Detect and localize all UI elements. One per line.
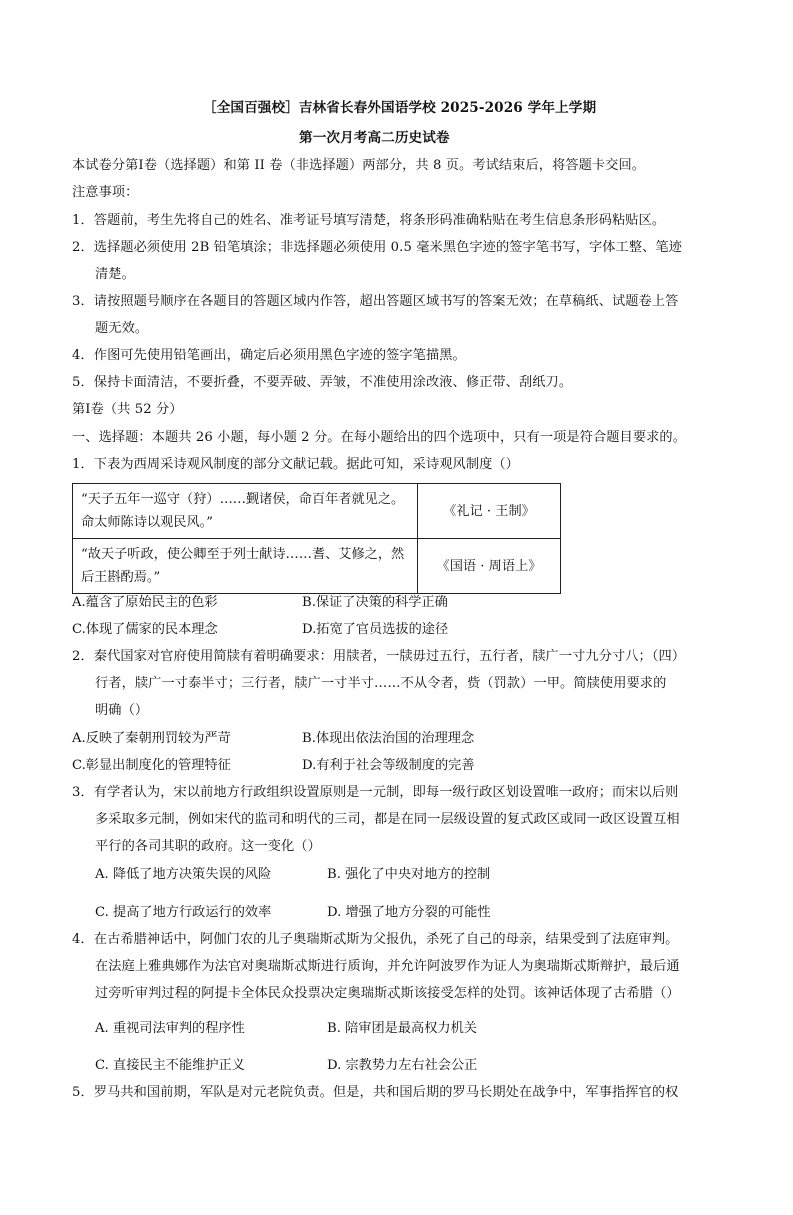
exam-title: ［全国百强校］吉林省长春外国语学校 2025-2026 学年上学期 <box>203 100 597 116</box>
intro-text: 本试卷分第Ⅰ卷（选择题）和第 II 卷（非选择题）两部分，共 8 页。考试结束后，将答题卡交回。 <box>72 158 646 173</box>
note-1: 1．答题前，考生先将自己的姓名、准考证号填写清楚，将条形码准确粘贴在考生信息条形码粘贴区。 <box>72 213 666 228</box>
question-5-line-1: 5．罗马共和国前期，军队是对元老院负责。但是，共和国后期的罗马长期处在战争中，军事指挥官的权 <box>72 1085 679 1100</box>
question-2-option-c: C.彰显出制度化的管理特征 <box>72 758 231 773</box>
question-2-line-1: 2．秦代国家对官府使用简牍有着明确要求：用牍者，一牍毋过五行，五行者，牍广一寸九分寸八；（四） <box>72 649 686 664</box>
question-2-line-2: 行者，牍广一寸泰半寸；三行者，牍广一寸半寸……不从令者，赀（罚款）一甲。简牍使用要求的 <box>95 676 667 691</box>
table-cell-source: 《礼记 · 王制》 <box>418 484 561 539</box>
question-1-option-c: C.体现了儒家的民本理念 <box>72 622 218 637</box>
question-4-option-c: C. 直接民主不能维护正义 <box>95 1058 245 1073</box>
question-4-option-a: A. 重视司法审判的程序性 <box>95 1021 245 1036</box>
note-3: 3．请按照题号顺序在各题目的答题区域内作答，超出答题区域书写的答案无效；在草稿纸、试题卷上答 <box>72 294 679 309</box>
note-5: 5．保持卡面清洁，不要折叠，不要弄破、弄皱，不准使用涂改液、修正带、刮纸刀。 <box>72 375 573 390</box>
question-1-source-table <box>72 483 561 594</box>
question-2-option-b: B.体现出依法治国的治理理念 <box>302 731 475 746</box>
note-3-continued: 题无效。 <box>95 321 149 336</box>
question-4-option-b: B. 陪审团是最高权力机关 <box>327 1021 477 1036</box>
question-4-line-1: 4．在古希腊神话中，阿伽门农的儿子奥瑞斯忒斯为父报仇，杀死了自己的母亲，结果受到了法庭审判。 <box>72 932 679 947</box>
question-2-option-a: A.反映了秦朝刑罚较为严苛 <box>72 731 231 746</box>
table-cell-source: 《国语 · 周语上》 <box>418 539 561 594</box>
question-3-line-1: 3．有学者认为，宋以前地方行政组织设置原则是一元制，即每一级行政区划设置唯一政府；而宋以后则 <box>72 785 679 800</box>
section-heading: 第Ⅰ卷（共 52 分） <box>72 402 183 417</box>
table-cell-quote: “天子五年一巡守（狩）……觐诸侯，命百年者就见之。命太师陈诗以观民风。” <box>73 484 418 539</box>
table-row <box>73 539 561 594</box>
table-cell-quote: “故天子听政，使公卿至于列士献诗……耆、艾修之，然后王斟酌焉。” <box>73 539 418 594</box>
question-3-option-c: C. 提高了地方行政运行的效率 <box>95 905 272 920</box>
question-1-stem: 1．下表为西周采诗观风制度的部分文献记载。据此可知，采诗观风制度（） <box>72 457 519 472</box>
question-3-line-2: 多采取多元制，例如宋代的监司和明代的三司，都是在同一层级设置的复式政区或同一政区设置互相 <box>95 812 680 827</box>
question-3-option-a: A. 降低了地方决策失误的风险 <box>95 867 272 882</box>
question-3-line-3: 平行的各司其职的政府。这一变化（） <box>95 839 321 854</box>
table-row <box>73 484 561 539</box>
question-1-option-b: B.保证了决策的科学正确 <box>302 595 448 610</box>
question-2-option-d: D.有利于社会等级制度的完善 <box>302 758 475 773</box>
question-2-line-3: 明确（） <box>95 703 149 718</box>
part-instructions: 一、选择题：本题共 26 小题，每小题 2 分。在每小题给出的四个选项中，只有一项是符合题目要求的。 <box>72 430 686 445</box>
note-2: 2．选择题必须使用 2B 铅笔填涂；非选择题必须使用 0.5 毫米黑色字迹的签字笔书写，字体工整、笔迹 <box>72 240 682 255</box>
question-1-option-a: A.蕴含了原始民主的色彩 <box>72 595 218 610</box>
exam-subtitle: 第一次月考高二历史试卷 <box>299 130 450 146</box>
question-4-option-d: D. 宗教势力左右社会公正 <box>327 1058 478 1073</box>
notes-title: 注意事项： <box>72 185 139 200</box>
question-3-option-d: D. 增强了地方分裂的可能性 <box>327 905 491 920</box>
note-2-continued: 清楚。 <box>95 267 135 282</box>
note-4: 4．作图可先使用铅笔画出，确定后必须用黑色字迹的签字笔描黑。 <box>72 348 466 363</box>
question-3-option-b: B. 强化了中央对地方的控制 <box>327 867 491 882</box>
question-1-option-d: D.拓宽了官员选拔的途径 <box>302 622 449 637</box>
question-4-line-3: 过旁听审判过程的阿提卡全体民众投票决定奥瑞斯忒斯该接受怎样的处罚。该神话体现了古希腊（） <box>95 986 680 1001</box>
question-4-line-2: 在法庭上雅典娜作为法官对奥瑞斯忒斯进行质询，并允许阿波罗作为证人为奥瑞斯忒斯辩护，最后通 <box>95 959 680 974</box>
